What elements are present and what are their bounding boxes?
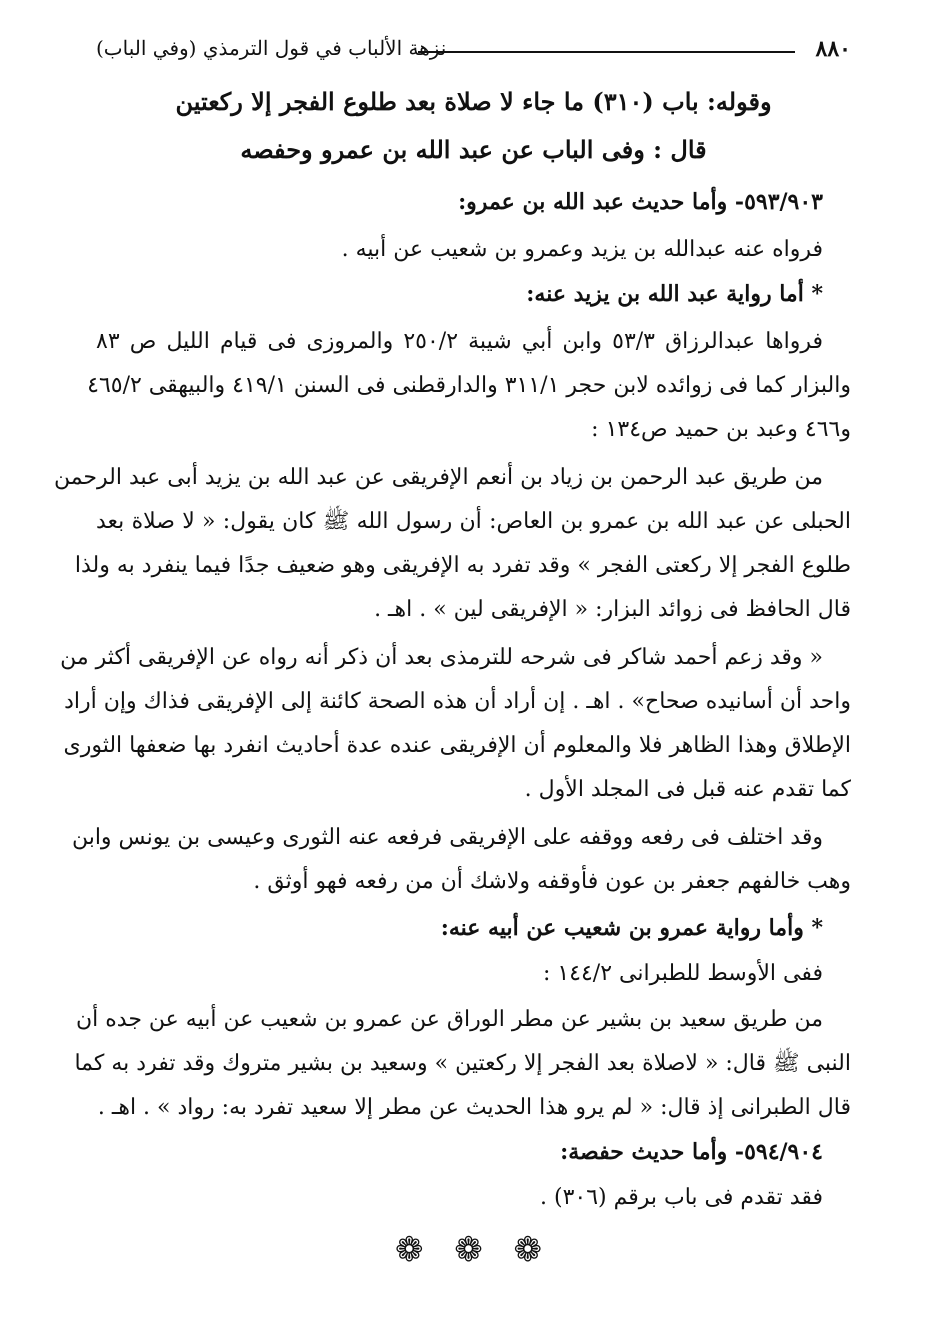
text-line: فرواه عنه عبدالله بن يزيد وعمرو بن شعيب عن أبيه .	[341, 237, 823, 262]
text-line: كما تقدم عنه قبل فى المجلد الأول .	[524, 777, 851, 802]
text-line: من طريق سعيد بن بشير عن مطر الوراق عن عمرو بن شعيب عن أبيه عن جده أن	[75, 1007, 823, 1032]
section-heading: * وأما رواية عمرو بن شعيب عن أبيه عنه:	[440, 915, 823, 941]
hadith-heading: ٥٩٣/٩٠٣- وأما حديث عبد الله بن عمرو:	[458, 189, 823, 215]
text-line: النبى ﷺ قال: « لاصلاة بعد الفجر إلا ركعتين » وسعيد بن بشير متروك وقد تفرد به كما	[74, 1051, 851, 1076]
text-line: طلوع الفجر إلا ركعتى الفجر » وقد تفرد به الإفريقى وهو ضعيف جدًا فيما ينفرد به ولذا	[74, 553, 851, 578]
text-line: ففى الأوسط للطبرانى ١٤٤/٢ :	[542, 961, 823, 986]
text-line: فقد تقدم فى باب برقم (٣٠٦) .	[539, 1185, 823, 1210]
text-line: الحبلى عن عبد الله بن عمرو بن العاص: أن رسول الله ﷺ كان يقول: « لا صلاة بعد	[96, 509, 851, 534]
running-title: نزهة الألباب في قول الترمذي (وفي الباب)	[96, 36, 447, 60]
text-line: و٤٦٦ وعبد بن حميد ص١٣٤ :	[591, 417, 851, 442]
page-number: ٨٨٠	[815, 36, 851, 62]
text-line: وهب خالفهم جعفر بن عون فأوقفه ولاشك أن من رفعه فهو أوثق .	[253, 869, 851, 894]
header-rule	[418, 51, 795, 53]
ornament-divider: ❁ ❁ ❁	[394, 1230, 553, 1270]
chapter-heading: وقوله: باب (٣١٠) ما جاء لا صلاة بعد طلوع الفجر إلا ركعتين	[175, 87, 772, 116]
text-line: قال الحافظ فى زوائد البزار: « الإفريقى لين » . اهـ .	[374, 597, 851, 622]
text-line: قال الطبرانى إذ قال: « لم يرو هذا الحديث عن مطر إلا سعيد تفرد به: رواد » . اهـ .	[97, 1095, 851, 1120]
text-line: واحد أن أسانيده صحاح» . اهـ . إن أراد أن هذه الصحة كائنة إلى الإفريقى فذاك وإن أراد	[64, 689, 851, 714]
text-line: « وقد زعم أحمد شاكر فى شرحه للترمذى بعد أن ذكر أنه رواه عن الإفريقى أكثر من	[60, 645, 823, 670]
page-header	[96, 36, 851, 66]
text-line: الإطلاق وهذا الظاهر فلا والمعلوم أن الإفريقى عنده عدة أحاديث انفرد بها ضعفها الثورى	[63, 733, 851, 758]
text-line: فرواها عبدالرزاق ٥٣/٣ وابن أبي شيبة ٢٥٠/٢ والمروزى فى قيام الليل ص ٨٣	[96, 329, 823, 354]
text-line: والبزار كما فى زوائده لابن حجر ٣١١/١ والدارقطنى فى السنن ٤١٩/١ والبيهقى ٤٦٥/٢	[87, 373, 851, 398]
section-heading: * أما رواية عبد الله بن يزيد عنه:	[526, 281, 823, 307]
text-line: وقد اختلف فى رفعه ووقفه على الإفريقى فرفعه عنه الثورى وعيسى بن يونس وابن	[71, 825, 823, 850]
chapter-subheading: قال : وفى الباب عن عبد الله بن عمرو وحفصه	[240, 135, 707, 164]
hadith-heading: ٥٩٤/٩٠٤- وأما حديث حفصة:	[560, 1139, 823, 1165]
text-line: من طريق عبد الرحمن بن زياد بن أنعم الإفريقى عن عبد الله بن يزيد أبى عبد الرحمن	[53, 465, 823, 490]
